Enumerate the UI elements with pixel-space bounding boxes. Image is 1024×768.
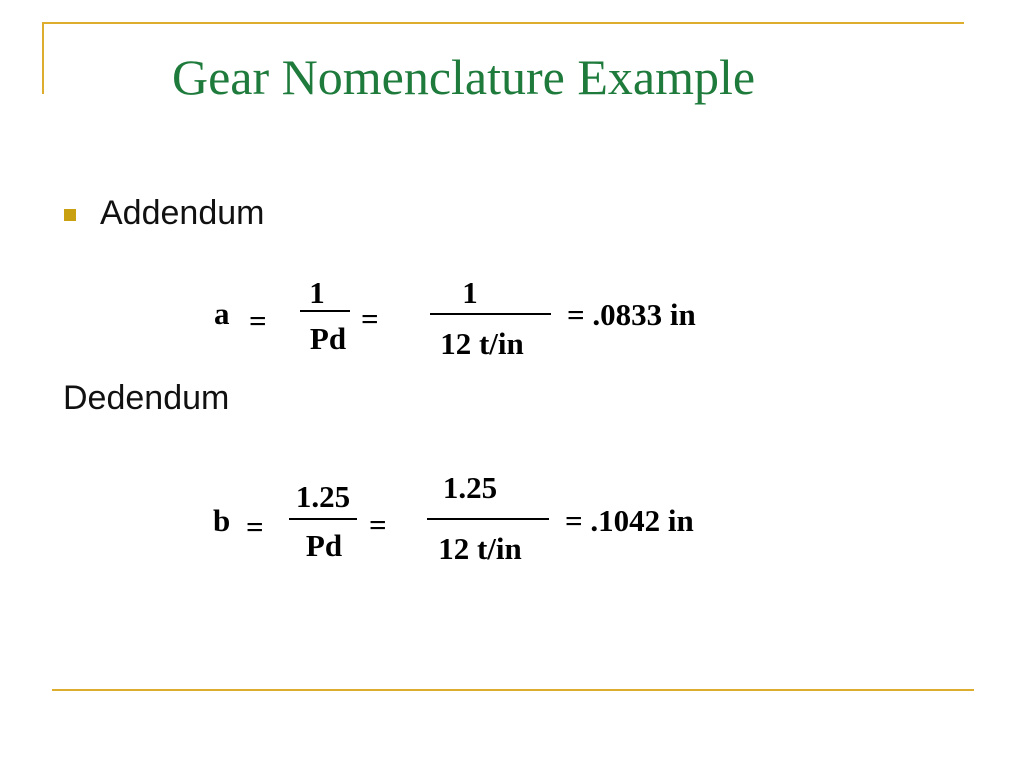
addendum-fraction2-denominator: 12 t/in <box>440 326 524 361</box>
addendum-label: Addendum <box>100 194 265 232</box>
dedendum-fraction2-bar <box>427 518 549 520</box>
dedendum-result: = .1042 in <box>565 503 694 538</box>
dedendum-equals-1: = <box>246 509 264 544</box>
addendum-equals-2: = <box>361 301 379 336</box>
addendum-equals-1: = <box>249 303 267 338</box>
bullet-square-icon <box>64 209 76 221</box>
addendum-variable: a <box>214 296 230 331</box>
addendum-fraction1-denominator: Pd <box>309 321 347 356</box>
left-rule <box>42 22 44 94</box>
top-rule <box>42 22 964 24</box>
dedendum-fraction1-numerator: 1.25 <box>295 479 351 514</box>
dedendum-fraction2-denominator: 12 t/in <box>438 531 522 566</box>
addendum-result: = .0833 in <box>567 297 696 332</box>
dedendum-equals-2: = <box>369 507 387 542</box>
dedendum-label: Dedendum <box>63 379 230 417</box>
dedendum-fraction2-numerator: 1.25 <box>442 470 498 505</box>
addendum-fraction1-bar <box>300 310 350 312</box>
dedendum-fraction1-bar <box>289 518 357 520</box>
addendum-fraction2-numerator: 1 <box>462 275 478 310</box>
slide-title: Gear Nomenclature Example <box>172 49 756 105</box>
dedendum-fraction1-denominator: Pd <box>305 528 343 563</box>
dedendum-variable: b <box>213 503 231 538</box>
bottom-rule <box>52 689 974 691</box>
addendum-fraction2-bar <box>430 313 551 315</box>
addendum-fraction1-numerator: 1 <box>309 275 325 310</box>
